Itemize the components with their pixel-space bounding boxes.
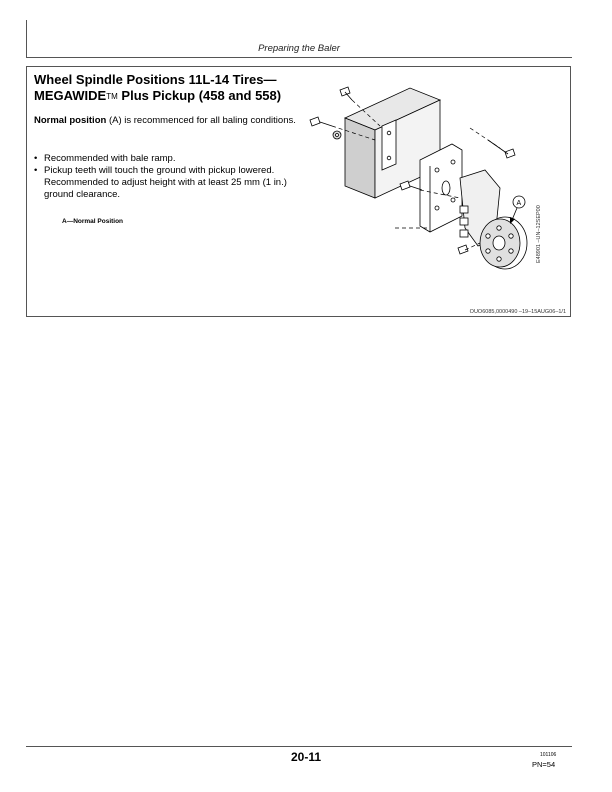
wheel-spindle-figure [300,78,560,278]
normal-position-text: (A) is recommenced for all baling conditions. [106,115,296,126]
normal-position-label: Normal position [34,115,107,126]
figure-id: E48901 –UN–12SEP00 [536,205,542,263]
section-title [34,72,304,105]
document-reference: OUO6085,0000490 –19–15AUG06–1/1 [469,309,566,315]
title-line-1: Wheel Spindle Positions 11L-14 Tires— [34,72,277,87]
running-header: Preparing the Baler [258,43,340,54]
normal-position-paragraph [34,115,299,127]
title-line-2: Plus Pickup (458 and 558) [117,88,282,103]
recommendation-list [34,153,299,201]
list-item: • Pickup teeth will touch the ground with pickup lowered. Recommended to adjust height with at least 25 mm (1 in.) ground clearance. [34,165,299,201]
date-code: 101106 [540,752,557,758]
title-brand: MEGAWIDE [34,88,107,103]
list-item: • Recommended with bale ramp. [34,153,299,165]
header-rule [26,57,572,58]
figure-callout-a: A [516,200,522,207]
trademark-mark: TM [106,92,118,101]
footer-rule [26,746,572,747]
pn-number: PN=54 [532,760,556,769]
page-number: 20-11 [290,750,322,764]
figure-legend: A—Normal Position [62,218,124,225]
